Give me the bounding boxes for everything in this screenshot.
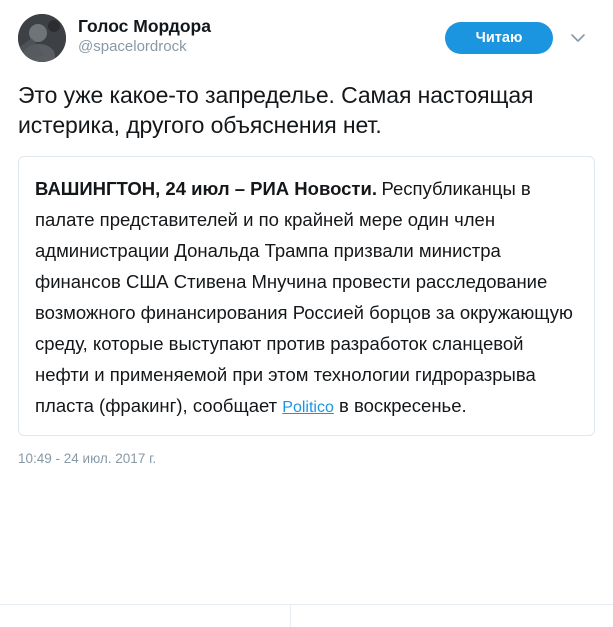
avatar-photo-icon [18, 14, 66, 62]
account-handle[interactable]: @spacelordrock [78, 38, 187, 55]
footer-strip [0, 605, 613, 627]
more-options-button[interactable] [561, 21, 595, 55]
quoted-article-card[interactable] [18, 156, 595, 436]
politico-link[interactable]: Politico [282, 399, 334, 416]
follow-button[interactable]: Читаю [445, 22, 553, 54]
tweet-timestamp[interactable]: 10:49 - 24 июл. 2017 г. [18, 451, 157, 466]
avatar[interactable] [18, 14, 66, 62]
quote-body-text-tail: в воскресенье. [333, 395, 467, 416]
chevron-down-icon [569, 29, 587, 47]
quote-body-text: Республиканцы в палате представителей и по крайней мере один член администрации Дональда Трампа призвали министра финансов США Стивена Мнучина провести расследование возможного финансирования Россией борцов за окружающую среду, которые выступают против разработок сланцевой нефти и применяемой при этом технологии гидроразрыва пласта (фракинг), сообщает [35, 178, 573, 416]
account-name-block [78, 14, 445, 56]
account-display-name[interactable]: Голос Мордора [78, 16, 211, 36]
tweet-header [18, 14, 595, 66]
footer-divider-tick [290, 605, 291, 627]
tweet-text: Это уже какое-то запределье. Самая настоящая истерика, другого объяснения нет. [18, 82, 534, 138]
quote-lead-text: ВАШИНГТОН, 24 июл – РИА Новости. [35, 178, 377, 199]
